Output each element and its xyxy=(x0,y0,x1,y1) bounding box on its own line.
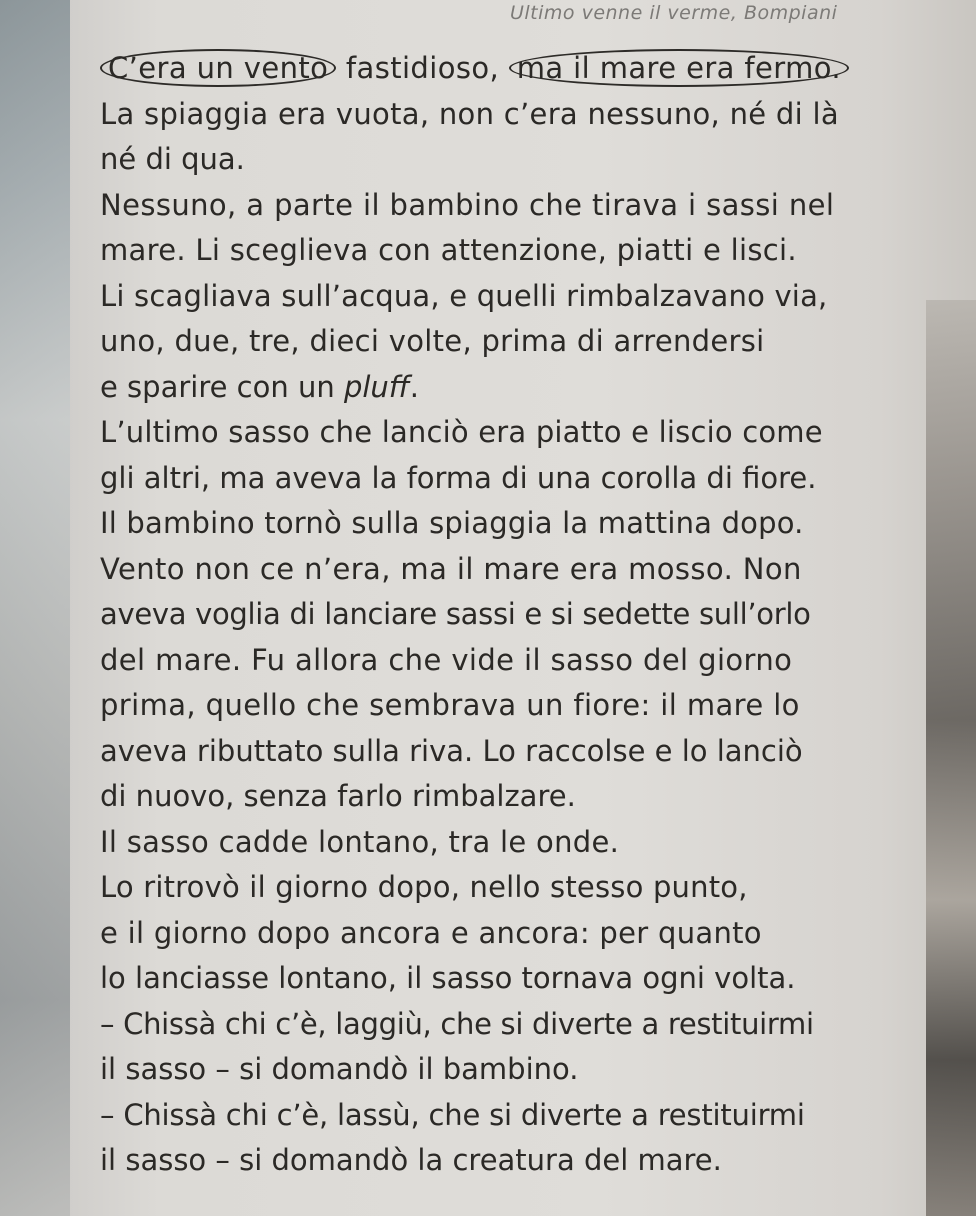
page-left-photo-strip xyxy=(0,0,70,1216)
text-line-4: Nessuno, a parte il bambino che tirava i sassi nel xyxy=(100,187,835,222)
onomatopoeia-pluff: pluff xyxy=(343,369,410,404)
text-line-14: del mare. Fu allora che vide il sasso del giorno xyxy=(100,642,793,677)
circled-phrase-1: C’era un vento xyxy=(100,49,336,87)
text-line-5: mare. Li sceglieva con attenzione, piatti e lisci. xyxy=(100,233,797,267)
text-line-3: né di qua. xyxy=(100,142,245,176)
source-caption: Ultimo venne il verme, Bompiani xyxy=(510,2,838,24)
text-line-10: gli altri, ma aveva la forma di una corolla di fiore. xyxy=(100,460,817,495)
text-line-18: Il sasso cadde lontano, tra le onde. xyxy=(100,824,620,859)
text-line-8-start: e sparire con un xyxy=(100,369,344,404)
text-line-25: il sasso – si domandò la creatura del mare. xyxy=(100,1143,722,1177)
text-line-1-middle: fastidioso, xyxy=(336,51,509,85)
text-line-16: aveva ributtato sulla riva. Lo raccolse e lo lanciò xyxy=(100,733,803,768)
text-line-8 xyxy=(100,365,930,411)
text-line-13: aveva voglia di lanciare sassi e si sedette sull’orlo xyxy=(100,597,811,631)
text-line-6: Li scagliava sull’acqua, e quelli rimbalzavano via, xyxy=(100,278,828,313)
text-line-17: di nuovo, senza farlo rimbalzare. xyxy=(100,779,576,813)
text-line-19: Lo ritrovò il giorno dopo, nello stesso punto, xyxy=(100,870,748,904)
text-line-9: L’ultimo sasso che lanciò era piatto e liscio come xyxy=(100,415,823,449)
text-line-8-end: . xyxy=(409,369,419,404)
text-line-7: uno, due, tre, dieci volte, prima di arrendersi xyxy=(100,324,765,358)
text-line-22: – Chissà chi c’è, laggiù, che si diverte a restituirmi xyxy=(100,1006,814,1041)
text-line-11: Il bambino tornò sulla spiaggia la mattina dopo. xyxy=(100,506,804,540)
story-text xyxy=(100,46,930,1184)
text-line-21: lo lanciasse lontano, il sasso tornava ogni volta. xyxy=(100,961,796,995)
text-line-15: prima, quello che sembrava un fiore: il mare lo xyxy=(100,688,800,722)
circled-phrase-2: ma il mare era fermo. xyxy=(509,49,849,87)
text-line-24: – Chissà chi c’è, lassù, che si diverte a restituirmi xyxy=(100,1097,805,1132)
page-right-photo-strip xyxy=(926,300,976,1216)
text-line-2: La spiaggia era vuota, non c’era nessuno, né di là xyxy=(100,96,839,131)
text-line-20: e il giorno dopo ancora e ancora: per quanto xyxy=(100,915,762,950)
text-line-12: Vento non ce n’era, ma il mare era mosso. Non xyxy=(100,551,802,586)
text-line-23: il sasso – si domandò il bambino. xyxy=(100,1052,579,1086)
text-line-1 xyxy=(100,46,930,92)
